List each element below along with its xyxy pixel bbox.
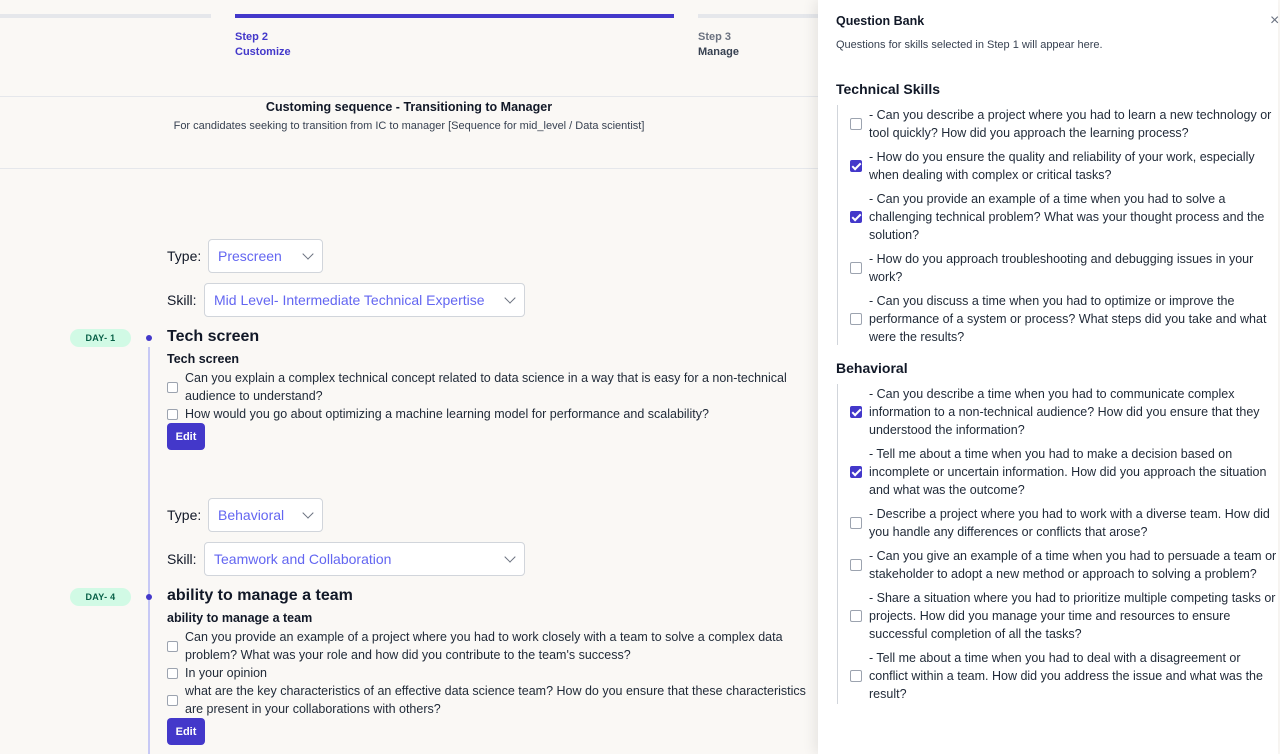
stepper bbox=[0, 0, 818, 97]
card-subtitle: ability to manage a team bbox=[167, 611, 313, 625]
close-icon[interactable]: × bbox=[1270, 12, 1280, 29]
section-title-behavioral: Behavioral bbox=[836, 360, 908, 376]
edit-button[interactable]: Edit bbox=[167, 423, 205, 450]
bank-question[interactable] bbox=[850, 589, 1280, 643]
chevron-down-icon bbox=[504, 292, 515, 303]
section-divider bbox=[837, 384, 838, 704]
list-item[interactable] bbox=[167, 405, 817, 423]
skill-select-value: Teamwork and Collaboration bbox=[214, 551, 392, 567]
question-text: Can you explain a complex technical concept related to data science in a way that is easy for a non-technical audience to understand? bbox=[185, 371, 787, 403]
skill-select[interactable] bbox=[204, 542, 525, 576]
question-checkbox[interactable] bbox=[167, 382, 178, 393]
step-3-bar[interactable] bbox=[698, 14, 818, 18]
skill-select-value: Mid Level- Intermediate Technical Expertise bbox=[214, 292, 485, 308]
question-text: - How do you ensure the quality and reliability of your work, especially when dealing with complex or critical tasks? bbox=[869, 150, 1255, 182]
step-2-bar[interactable] bbox=[235, 14, 674, 18]
bank-question[interactable] bbox=[850, 190, 1280, 244]
step-3-number[interactable]: Step 3 bbox=[698, 31, 732, 43]
bank-question[interactable] bbox=[850, 250, 1280, 286]
question-checkbox[interactable] bbox=[850, 559, 862, 571]
section-title-technical: Technical Skills bbox=[836, 81, 941, 97]
bank-question[interactable] bbox=[850, 106, 1280, 142]
question-checkbox[interactable] bbox=[850, 406, 862, 418]
bank-question[interactable] bbox=[850, 547, 1280, 583]
bank-question[interactable] bbox=[850, 148, 1280, 184]
question-checkbox[interactable] bbox=[167, 668, 178, 679]
day-badge: DAY- 1 bbox=[70, 329, 131, 347]
question-checkbox[interactable] bbox=[850, 160, 862, 172]
question-bank-panel bbox=[818, 0, 1278, 754]
question-checkbox[interactable] bbox=[850, 670, 862, 682]
type-select[interactable] bbox=[208, 239, 323, 273]
edit-button[interactable]: Edit bbox=[167, 718, 205, 745]
list-item[interactable] bbox=[167, 664, 817, 682]
bank-question[interactable] bbox=[850, 505, 1280, 541]
timeline-line bbox=[148, 347, 150, 754]
step-2-number[interactable]: Step 2 bbox=[235, 31, 269, 43]
type-label: Type: bbox=[167, 507, 202, 523]
list-item[interactable] bbox=[167, 369, 817, 405]
chevron-down-icon bbox=[302, 507, 313, 518]
skill-label: Skill: bbox=[167, 292, 197, 308]
question-text: - How do you approach troubleshooting and debugging issues in your work? bbox=[869, 252, 1254, 284]
question-text: - Tell me about a time when you had to make a decision based on incomplete or uncertain information. How did you approach the situation and what was the outcome? bbox=[869, 447, 1267, 497]
question-checkbox[interactable] bbox=[850, 313, 862, 325]
question-checkbox[interactable] bbox=[167, 409, 178, 420]
type-select[interactable] bbox=[208, 498, 323, 532]
bank-question[interactable] bbox=[850, 445, 1280, 499]
question-text: - Can you provide an example of a time when you had to solve a challenging technical problem? What was your thought process and the solution? bbox=[869, 192, 1265, 242]
question-checkbox[interactable] bbox=[850, 610, 862, 622]
bank-question[interactable] bbox=[850, 385, 1280, 439]
day-badge: DAY- 4 bbox=[70, 588, 131, 606]
type-label: Type: bbox=[167, 248, 202, 264]
question-text: Can you provide an example of a project where you had to work closely with a team to solve a complex data problem? What was your role and how did you contribute to the team's success? bbox=[185, 630, 783, 662]
question-text: How would you go about optimizing a machine learning model for performance and scalability? bbox=[185, 407, 709, 421]
chevron-down-icon bbox=[504, 551, 515, 562]
question-text: - Describe a project where you had to work with a diverse team. How did you handle any differences or conflicts that arose? bbox=[869, 507, 1270, 539]
question-text: - Tell me about a time when you had to deal with a disagreement or conflict within a team. How did you address the issue and what was the result? bbox=[869, 651, 1263, 701]
question-checkbox[interactable] bbox=[850, 262, 862, 274]
bank-question[interactable] bbox=[850, 292, 1280, 346]
panel-subtitle: Questions for skills selected in Step 1 will appear here. bbox=[836, 39, 1103, 51]
question-text: In your opinion bbox=[185, 666, 268, 680]
step-2-name[interactable]: Customize bbox=[235, 46, 291, 58]
question-checkbox[interactable] bbox=[850, 211, 862, 223]
question-text: - Can you describe a project where you had to learn a new technology or tool quickly? How did you approach the learning process? bbox=[869, 108, 1272, 140]
timeline-dot bbox=[146, 335, 152, 341]
question-checkbox[interactable] bbox=[167, 641, 178, 652]
step-1-bar[interactable] bbox=[0, 14, 211, 18]
card-title: ability to manage a team bbox=[167, 587, 353, 604]
question-checkbox[interactable] bbox=[850, 517, 862, 529]
skill-select[interactable] bbox=[204, 283, 525, 317]
type-select-value: Behavioral bbox=[218, 507, 285, 523]
card-subtitle: Tech screen bbox=[167, 352, 240, 366]
question-checkbox[interactable] bbox=[850, 466, 862, 478]
question-text: - Share a situation where you had to prioritize multiple competing tasks or projects. How did you manage your time and resources to ensure successful completion of all the tasks? bbox=[869, 591, 1276, 641]
card-title: Tech screen bbox=[167, 328, 260, 345]
sequence-header bbox=[0, 97, 818, 169]
list-item[interactable] bbox=[167, 628, 817, 664]
type-select-value: Prescreen bbox=[218, 248, 282, 264]
sequence-subtitle: For candidates seeking to transition from IC to manager [Sequence for mid_level / Data scientist] bbox=[173, 120, 645, 132]
question-text: what are the key characteristics of an effective data science team? How do you ensure that these characteristics are present in your collaborations with others? bbox=[185, 684, 806, 716]
question-text: - Can you give an example of a time when you had to persuade a team or stakeholder to adopt a new method or approach to solving a problem? bbox=[869, 549, 1277, 581]
skill-label: Skill: bbox=[167, 551, 197, 567]
question-checkbox[interactable] bbox=[167, 695, 178, 706]
timeline-dot bbox=[146, 594, 152, 600]
question-text: - Can you describe a time when you had to communicate complex information to a non-technical audience? How did you ensure that they understood the information? bbox=[869, 387, 1260, 437]
question-checkbox[interactable] bbox=[850, 118, 862, 130]
list-item[interactable] bbox=[167, 682, 817, 718]
sequence-title: Customing sequence - Transitioning to Manager bbox=[265, 100, 553, 114]
chevron-down-icon bbox=[302, 248, 313, 259]
step-3-name[interactable]: Manage bbox=[698, 46, 739, 58]
panel-title: Question Bank bbox=[836, 14, 925, 28]
question-text: - Can you discuss a time when you had to optimize or improve the performance of a system or process? What steps did you take and what were the results? bbox=[869, 294, 1267, 344]
section-divider bbox=[837, 105, 838, 345]
bank-question[interactable] bbox=[850, 649, 1280, 703]
